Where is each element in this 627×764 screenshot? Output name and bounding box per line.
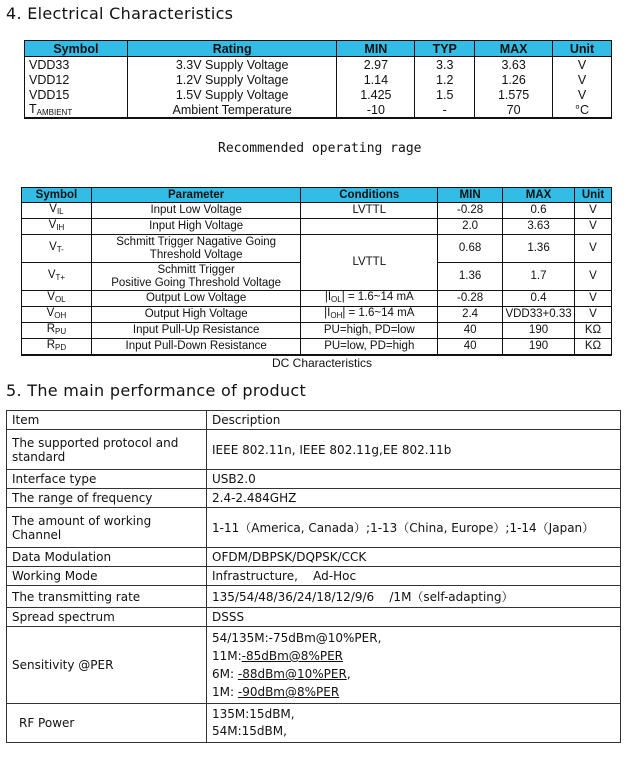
cell-rating: 3.3V Supply Voltage — [127, 57, 337, 73]
header-item: Item — [7, 411, 207, 430]
table-row — [7, 430, 621, 470]
cell-item: Data Modulation — [7, 548, 207, 567]
header-min: MIN — [337, 41, 415, 57]
cell-min: 1.14 — [337, 72, 415, 87]
cell-unit: KΩ — [575, 323, 612, 339]
header-parameter: Parameter — [91, 188, 301, 203]
cell-unit: V — [553, 72, 612, 87]
cell-min: 40 — [438, 323, 503, 339]
cell-item: RF Power — [7, 704, 207, 743]
table-row — [25, 72, 612, 87]
cell-typ: 3.3 — [415, 57, 475, 73]
cell-description: DSSS — [207, 608, 621, 627]
symbol-subscript: PD — [55, 343, 67, 352]
cell-min: -0.28 — [438, 291, 503, 307]
cond-subscript: OL — [331, 295, 342, 304]
symbol-main: V — [46, 307, 55, 319]
table-row — [22, 307, 612, 323]
cell-min: 2.0 — [438, 219, 503, 235]
cell-max: 0.6 — [503, 203, 575, 219]
header-max: MAX — [475, 41, 553, 57]
cond-text: |I — [324, 307, 331, 319]
symbol-main: R — [46, 323, 56, 335]
sensitivity-line: 6M: -88dBm@10%PER, — [212, 667, 351, 681]
cond-text: |I — [324, 291, 332, 303]
cell-rating: 1.5V Supply Voltage — [127, 87, 337, 102]
cell-description: IEEE 802.11n, IEEE 802.11g,EE 802.11b — [207, 430, 621, 470]
cell-unit: V — [553, 87, 612, 102]
cell-item: Interface type — [7, 470, 207, 489]
cell-max: 0.4 — [503, 291, 575, 307]
symbol-subscript: T- — [56, 245, 64, 254]
cell-min: -10 — [337, 102, 415, 118]
cell-conditions: PU=high, PD=low — [301, 323, 438, 339]
cell-description: OFDM/DBPSK/DQPSK/CCK — [207, 548, 621, 567]
cell-description: 135/54/48/36/24/18/12/9/6 /1M（self-adapting） — [207, 586, 621, 608]
symbol-subscript: IL — [56, 207, 64, 216]
symbol-subscript: PU — [55, 327, 67, 336]
header-typ: TYP — [415, 41, 475, 57]
cell-symbol: VDD33 — [25, 57, 128, 73]
table-header-row — [25, 41, 612, 57]
parameter-line: Schmitt Trigger Nagative Going — [116, 235, 277, 248]
rf-line: 135M:15dBM, — [212, 707, 295, 721]
table-row — [7, 608, 621, 627]
symbol-main: R — [46, 339, 56, 351]
table-row — [7, 470, 621, 489]
sensitivity-value: -90dBm@8%PER — [237, 685, 340, 699]
cell-min: 1.425 — [337, 87, 415, 102]
cell-unit: V — [575, 235, 612, 263]
cell-item: The range of frequency — [7, 489, 207, 508]
table-row — [7, 508, 621, 548]
cell-unit: V — [575, 291, 612, 307]
cell-min: 0.68 — [438, 235, 503, 263]
cell-rating: 1.2V Supply Voltage — [127, 72, 337, 87]
cell-symbol — [22, 219, 92, 235]
table2-caption: DC Characteristics — [272, 356, 373, 370]
table-row — [22, 235, 612, 263]
cell-min: -0.28 — [438, 203, 503, 219]
cell-conditions — [301, 307, 438, 323]
cell-max: 3.63 — [475, 57, 553, 73]
cell-conditions — [301, 291, 438, 307]
symbol-main: T — [29, 102, 37, 116]
header-min: MIN — [438, 188, 503, 203]
symbol-subscript: OL — [54, 295, 66, 304]
cell-item: Sensitivity @PER — [7, 627, 207, 704]
cell-unit: KΩ — [575, 339, 612, 356]
header-conditions: Conditions — [301, 188, 438, 203]
header-unit: Unit — [575, 188, 612, 203]
cell-symbol: VDD12 — [25, 72, 128, 87]
cell-min: 40 — [438, 339, 503, 356]
table-header-row — [7, 411, 621, 430]
cond-text: | = 1.6~14 mA — [341, 291, 414, 303]
cell-item: Working Mode — [7, 567, 207, 586]
cell-item: Spread spectrum — [7, 608, 207, 627]
parameter-line: Positive Going Threshold Voltage — [111, 276, 282, 289]
table-row — [7, 489, 621, 508]
cell-symbol — [22, 203, 92, 219]
cell-unit: V — [575, 219, 612, 235]
cell-item: The transmitting rate — [7, 586, 207, 608]
table-row — [22, 323, 612, 339]
cell-min: 2.97 — [337, 57, 415, 73]
sensitivity-value: -88dBm@10%PER — [237, 667, 347, 681]
dc-characteristics-table — [21, 187, 612, 356]
cell-description: USB2.0 — [207, 470, 621, 489]
cell-parameter: Input Pull-Down Resistance — [91, 339, 301, 356]
cell-rating: Ambient Temperature — [127, 102, 337, 118]
cell-unit: V — [575, 203, 612, 219]
cell-max: 70 — [475, 102, 553, 118]
table-row — [25, 102, 612, 118]
symbol-main: V — [49, 241, 57, 253]
cell-parameter: Output High Voltage — [91, 307, 301, 323]
cell-symbol — [22, 339, 92, 356]
rate-text: 11M: — [212, 649, 242, 663]
cell-symbol — [22, 291, 92, 307]
header-symbol: Symbol — [25, 41, 128, 57]
cell-unit: V — [575, 263, 612, 291]
cond-text: | = 1.6~14 mA — [342, 307, 415, 319]
cell-max: 1.7 — [503, 263, 575, 291]
parameter-line: Schmitt Trigger — [157, 263, 235, 276]
cell-typ: - — [415, 102, 475, 118]
cell-unit: °C — [553, 102, 612, 118]
cell-unit: V — [553, 57, 612, 73]
cell-max: VDD33+0.33 — [503, 307, 575, 323]
table-row — [22, 219, 612, 235]
cell-parameter — [91, 235, 301, 263]
table-row — [7, 548, 621, 567]
table-row — [22, 291, 612, 307]
symbol-subscript: IH — [56, 223, 65, 232]
rate-text: 6M: — [212, 667, 238, 681]
cell-parameter: Output Low Voltage — [91, 291, 301, 307]
cell-parameter — [91, 263, 301, 291]
cell-parameter: Input Low Voltage — [91, 203, 301, 219]
header-max: MAX — [503, 188, 575, 203]
header-symbol: Symbol — [22, 188, 92, 203]
symbol-subscript: OH — [54, 311, 67, 320]
cell-description: 2.4-2.484GHZ — [207, 489, 621, 508]
cell-item: The amount of working Channel — [7, 508, 207, 548]
rate-text: 1M: — [212, 685, 238, 699]
cond-subscript: OH — [330, 311, 343, 320]
table-header-row — [22, 188, 612, 203]
symbol-main: V — [47, 269, 56, 281]
rf-line: 54M:15dBM, — [212, 724, 287, 738]
cell-symbol — [22, 235, 92, 263]
cell-symbol: VDD15 — [25, 87, 128, 102]
cell-description — [207, 627, 621, 704]
symbol-main: V — [47, 291, 55, 303]
cell-conditions: PU=low, PD=high — [301, 339, 438, 356]
cell-conditions: LVTTL — [301, 235, 438, 291]
table-row — [7, 586, 621, 608]
cell-typ: 1.5 — [415, 87, 475, 102]
cell-max: 1.575 — [475, 87, 553, 102]
cell-description — [207, 704, 621, 743]
cell-symbol — [22, 323, 92, 339]
header-rating: Rating — [127, 41, 337, 57]
table-row — [7, 567, 621, 586]
cell-max: 1.26 — [475, 72, 553, 87]
parameter-line: Threshold Voltage — [149, 248, 243, 261]
symbol-subscript: T+ — [55, 273, 66, 282]
table-row — [25, 87, 612, 102]
cell-symbol — [22, 307, 92, 323]
cell-description: Infrastructure, Ad-Hoc — [207, 567, 621, 586]
table1-caption: Recommended operating rage — [218, 141, 422, 156]
section-5-title: 5. The main performance of product — [6, 381, 307, 400]
section-4-title: 4. Electrical Characteristics — [6, 4, 234, 23]
cell-parameter: Input High Voltage — [91, 219, 301, 235]
cell-parameter: Input Pull-Up Resistance — [91, 323, 301, 339]
cell-max: 190 — [503, 339, 575, 356]
header-description: Description — [207, 411, 621, 430]
cell-item: The supported protocol and standard — [7, 430, 207, 470]
cell-unit: V — [575, 307, 612, 323]
symbol-subscript: AMBIENT — [36, 108, 73, 117]
table-row — [22, 203, 612, 219]
sensitivity-value: -85dBm@8%PER — [241, 649, 344, 663]
cell-max: 190 — [503, 323, 575, 339]
header-unit: Unit — [553, 41, 612, 57]
cell-description: 1-11（America, Canada）;1-13（China, Europe）;1-14（Japan） — [207, 508, 621, 548]
cell-min: 1.36 — [438, 263, 503, 291]
symbol-main: V — [48, 219, 57, 231]
cell-conditions: LVTTL — [301, 203, 438, 219]
sensitivity-line — [212, 683, 615, 701]
cell-min: 2.4 — [438, 307, 503, 323]
cell-conditions — [301, 219, 438, 235]
table-row — [7, 704, 621, 743]
cell-max: 3.63 — [503, 219, 575, 235]
sensitivity-line: 54/135M:-75dBm@10%PER, — [212, 631, 382, 645]
table-row — [25, 57, 612, 73]
performance-table — [6, 410, 621, 743]
cell-max: 1.36 — [503, 235, 575, 263]
table-row — [7, 627, 621, 704]
sensitivity-line — [212, 647, 615, 665]
electrical-characteristics-table — [24, 40, 612, 119]
cell-symbol — [25, 102, 128, 118]
cell-symbol — [22, 263, 92, 291]
symbol-main: V — [49, 203, 57, 215]
cell-typ: 1.2 — [415, 72, 475, 87]
table-row — [22, 339, 612, 356]
